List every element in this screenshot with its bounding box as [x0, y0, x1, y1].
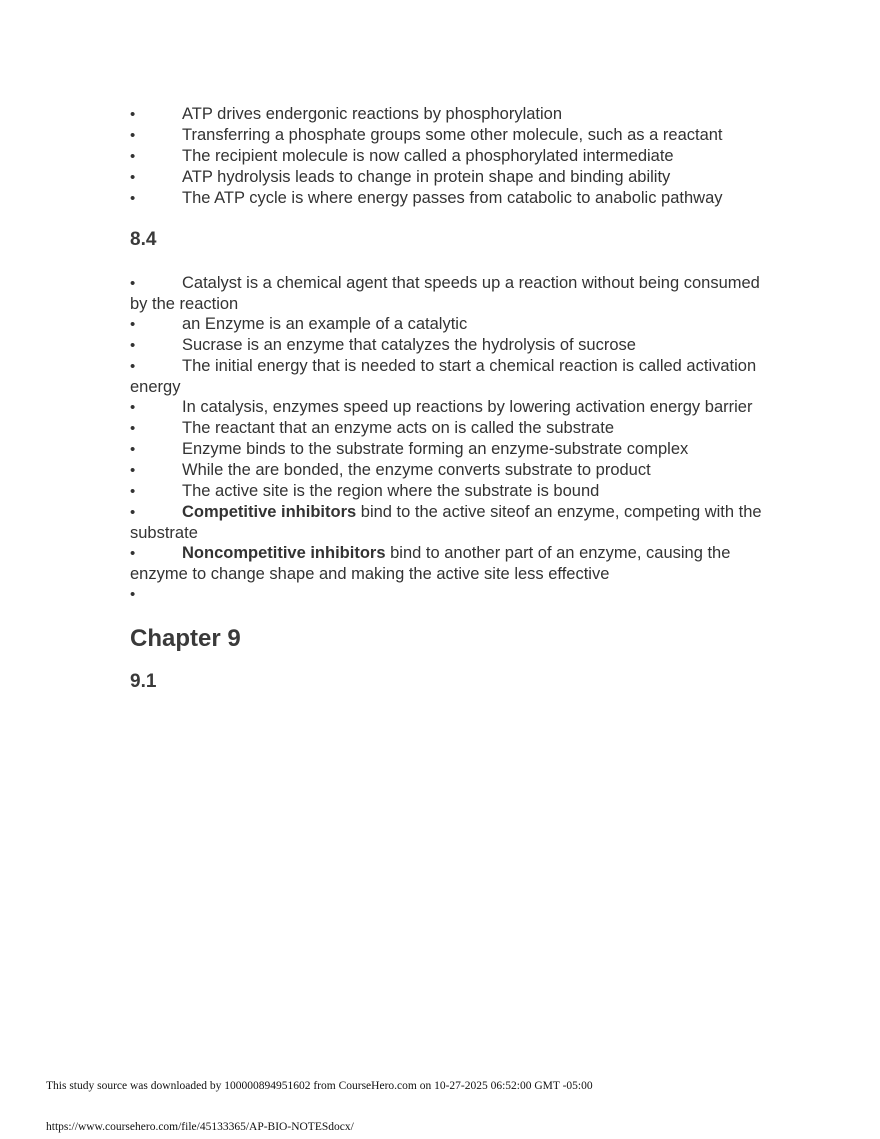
list-item: • ATP hydrolysis leads to change in protein shape and binding ability	[130, 168, 671, 186]
list-item: • The ATP cycle is where energy passes from catabolic to anabolic pathway	[130, 189, 723, 207]
list-item: • an Enzyme is an example of a catalytic	[130, 315, 468, 333]
list-item: • Noncompetitive inhibitors bind to another part of an enzyme, causing the enzyme to change shape and making the active site less effective	[130, 544, 731, 583]
list-item: • Catalyst is a chemical agent that speeds up a reaction without being consumed by the reaction	[130, 274, 760, 313]
bullet-icon: •	[130, 169, 136, 186]
list-item: • While the are bonded, the enzyme converts substrate to product	[130, 461, 651, 479]
list-item	[130, 584, 770, 605]
list-item: • Competitive inhibitors bind to the active siteof an enzyme, competing with the substrate	[130, 503, 762, 542]
list-item: • Sucrase is an enzyme that catalyzes the hydrolysis of sucrose	[130, 336, 636, 354]
bullet-icon: •	[130, 358, 136, 375]
section-8-4-list	[130, 273, 770, 605]
list-item: • The active site is the region where the substrate is bound	[130, 482, 600, 500]
bullet-icon: •	[130, 275, 136, 292]
bullet-icon: •	[130, 337, 136, 354]
bullet-icon: •	[130, 316, 136, 333]
footer-url[interactable]: https://www.coursehero.com/file/45133365/AP-BIO-NOTESdocx/	[46, 1121, 354, 1133]
document-body	[130, 104, 770, 694]
bullet-icon: •	[130, 462, 136, 479]
list-item: • The initial energy that is needed to start a chemical reaction is called activation energy	[130, 357, 757, 396]
list-item: • In catalysis, enzymes speed up reactions by lowering activation energy barrier	[130, 398, 753, 416]
section-8-3-list	[130, 104, 770, 209]
bullet-icon: •	[130, 504, 136, 521]
bullet-icon: •	[130, 441, 136, 458]
bullet-icon: •	[130, 586, 136, 603]
list-item: • The reactant that an enzyme acts on is called the substrate	[130, 419, 614, 437]
bullet-icon: •	[130, 420, 136, 437]
competitive-inhibitors-term: Competitive inhibitors	[182, 503, 357, 521]
bullet-icon: •	[130, 106, 136, 123]
footer-source-note: This study source was downloaded by 100000894951602 from CourseHero.com on 10-27-2025 06:52:00 GMT -05:00	[46, 1080, 593, 1092]
bullet-icon: •	[130, 127, 136, 144]
list-item: • ATP drives endergonic reactions by phosphorylation	[130, 105, 563, 123]
bullet-icon: •	[130, 483, 136, 500]
bullet-icon: •	[130, 148, 136, 165]
list-item: • The recipient molecule is now called a phosphorylated intermediate	[130, 147, 674, 165]
bullet-icon: •	[130, 545, 136, 562]
section-heading-8-4: 8.4	[130, 229, 157, 250]
section-heading-9-1: 9.1	[130, 671, 157, 692]
list-item: • Enzyme binds to the substrate forming an enzyme-substrate complex	[130, 440, 689, 458]
chapter-title: Chapter 9	[130, 625, 241, 652]
bullet-icon: •	[130, 399, 136, 416]
list-item: • Transferring a phosphate groups some other molecule, such as a reactant	[130, 126, 723, 144]
bullet-icon: •	[130, 190, 136, 207]
noncompetitive-inhibitors-term: Noncompetitive inhibitors	[182, 544, 386, 562]
